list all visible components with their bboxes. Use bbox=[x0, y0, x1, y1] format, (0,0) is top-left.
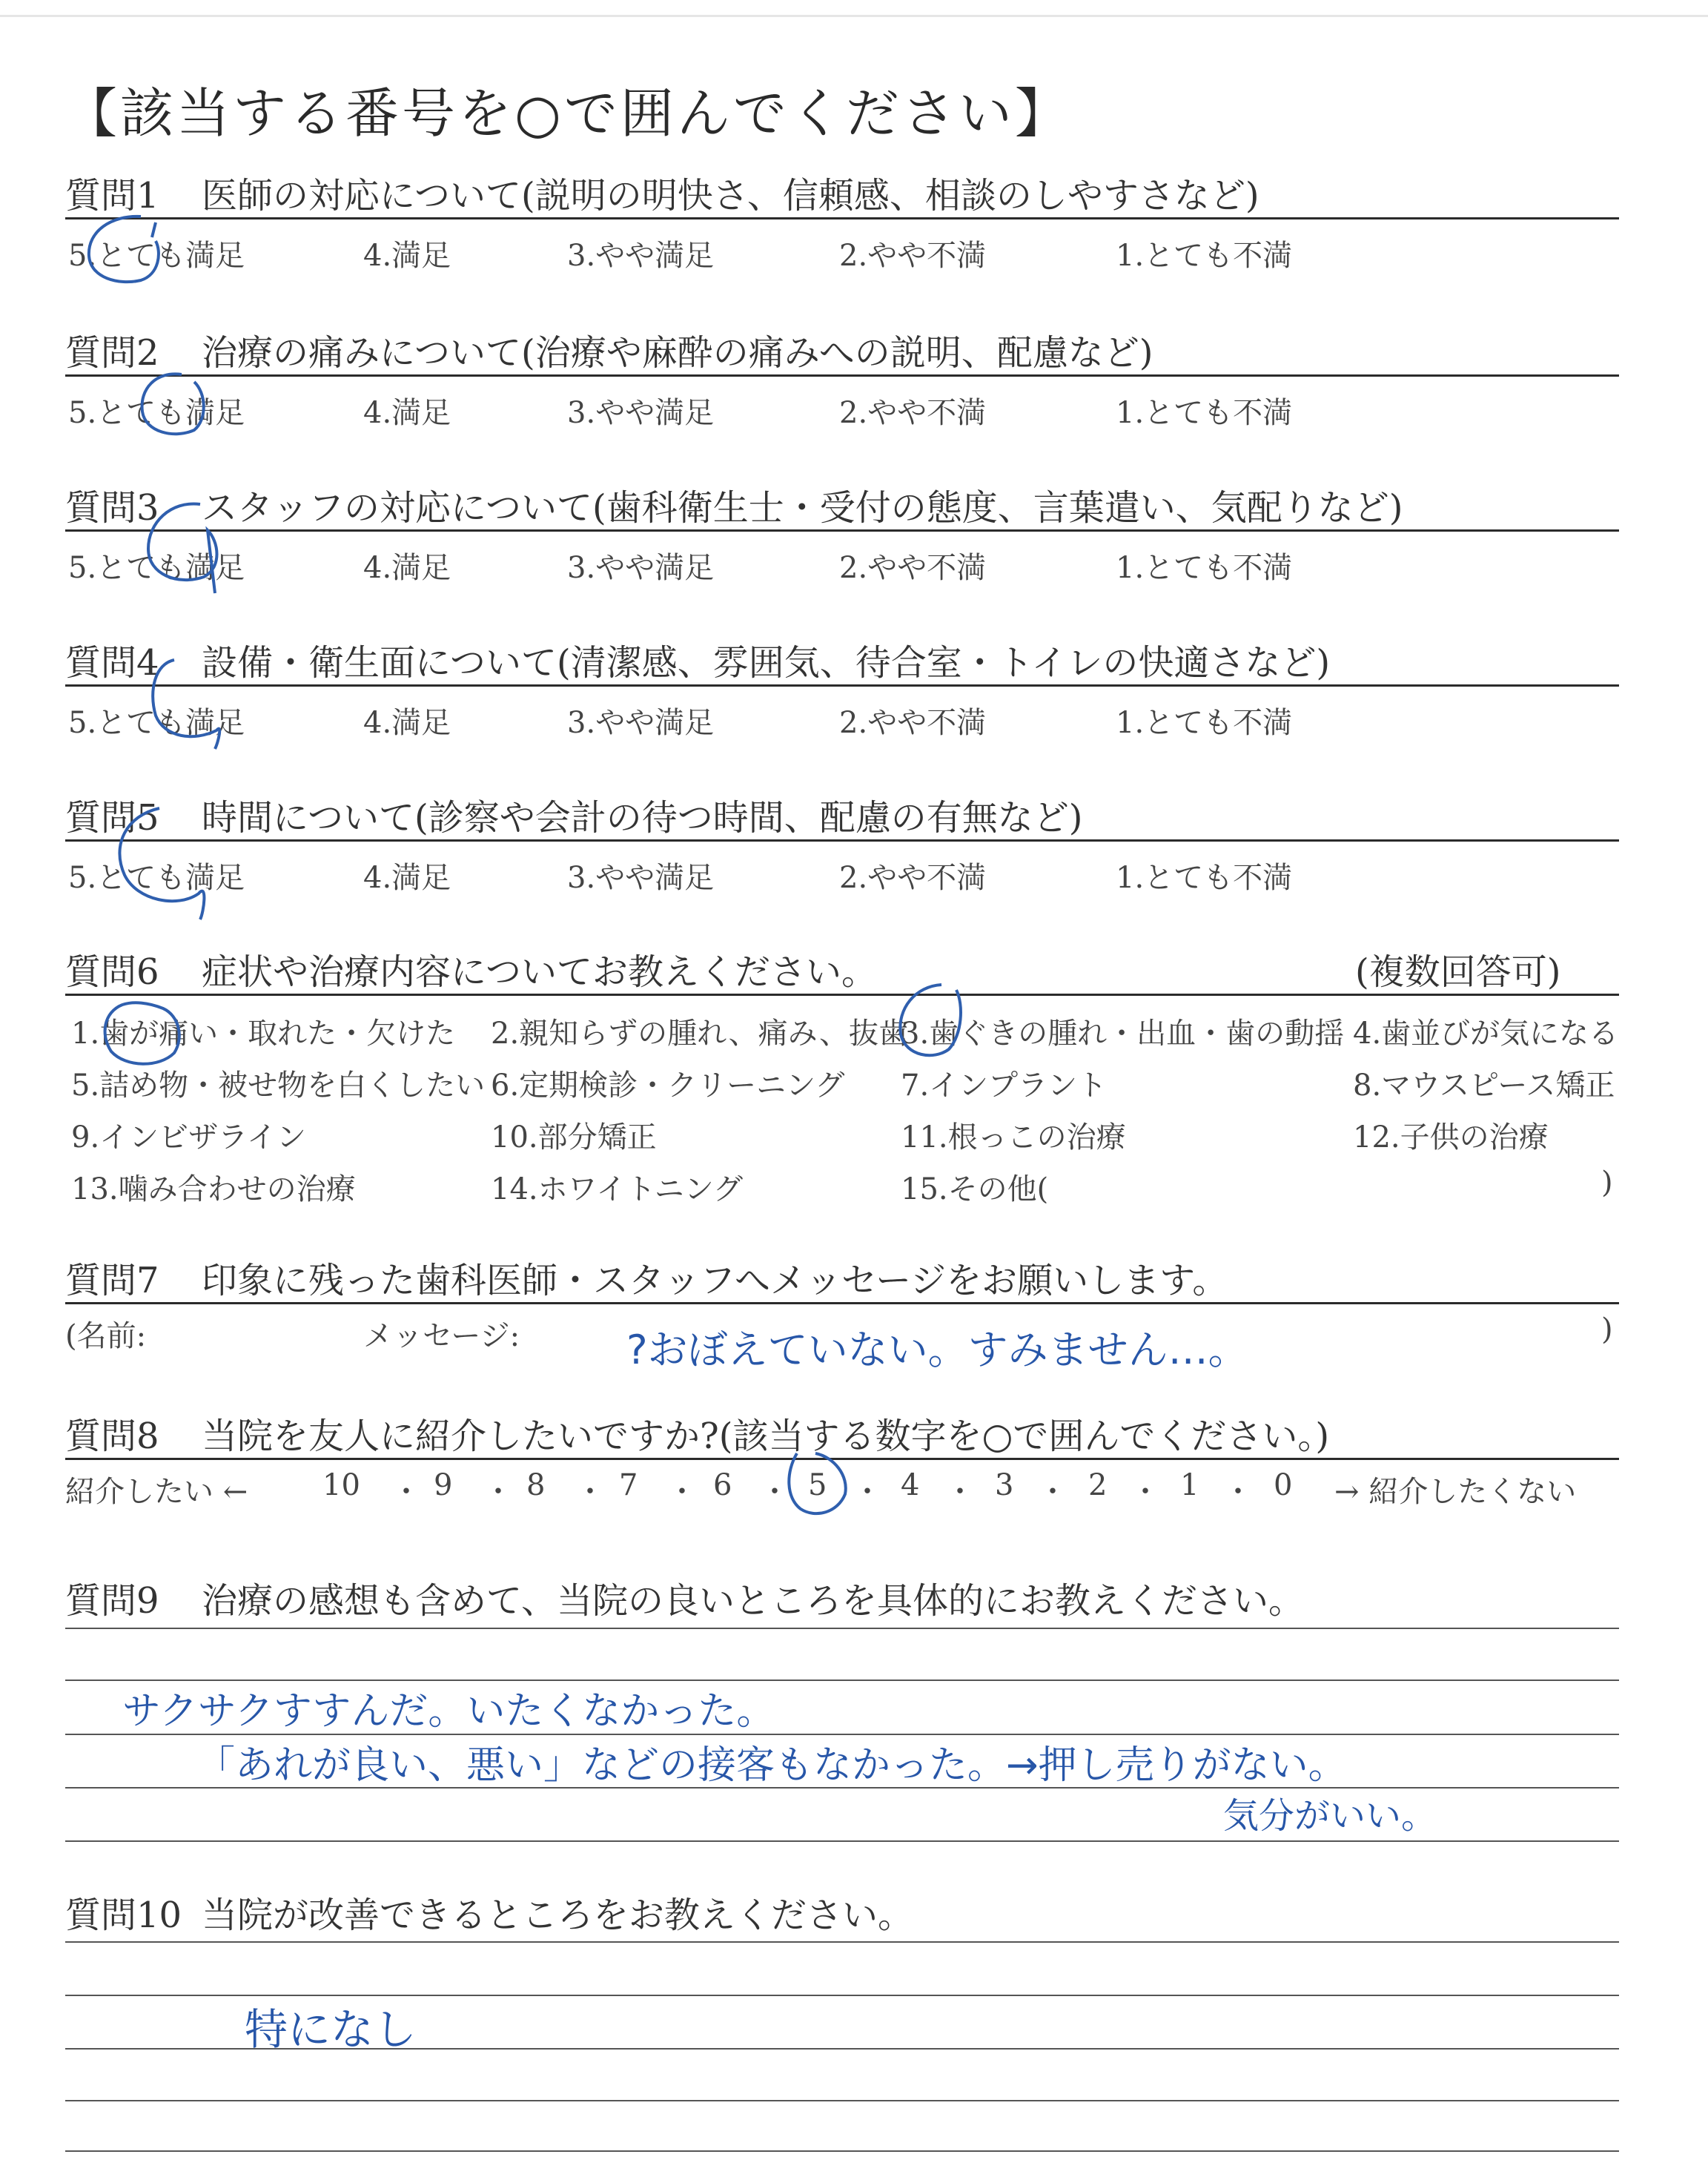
q10-label: 質問10 bbox=[65, 1895, 182, 1936]
q4-opt-2[interactable]: 2.やや不満 bbox=[839, 706, 987, 740]
q8-score-6[interactable]: 6 bbox=[713, 1468, 732, 1502]
q5-label: 質問5 bbox=[65, 797, 159, 839]
q4-opt-5[interactable]: 5.とても満足 bbox=[68, 706, 245, 740]
q6-opt-1[interactable]: 1.歯が痛い・取れた・欠けた bbox=[71, 1017, 456, 1051]
q1-opt-5[interactable]: 5.とても満足 bbox=[68, 239, 245, 273]
q6-opt-9[interactable]: 9.インビザライン bbox=[71, 1120, 306, 1155]
q4-opt-1[interactable]: 1.とても不満 bbox=[1116, 706, 1293, 740]
q10-line-5 bbox=[65, 2150, 1619, 2152]
q9-answer-line-2: 「あれが良い、悪い」などの接客もなかった。→押し売りがない。 bbox=[196, 1743, 1347, 1788]
q8-score-9[interactable]: 9 bbox=[434, 1468, 453, 1502]
q8-score-3[interactable]: 3 bbox=[995, 1468, 1014, 1502]
q8-dot-8: ・ bbox=[1038, 1475, 1068, 1509]
q8-dot-2: ・ bbox=[483, 1475, 513, 1509]
q8-dot-3: ・ bbox=[575, 1475, 605, 1509]
q6-opt-11[interactable]: 11.根っこの治療 bbox=[901, 1120, 1126, 1155]
q2-rule bbox=[65, 374, 1619, 377]
q1-opt-1[interactable]: 1.とても不満 bbox=[1116, 239, 1293, 273]
q4-rule bbox=[65, 684, 1619, 687]
q6-opt-14[interactable]: 14.ホワイトニング bbox=[491, 1172, 744, 1206]
q4-text: 設備・衛生面について(清潔感、雰囲気、待合室・トイレの快適さなど) bbox=[202, 642, 1331, 684]
q8-dot-5: ・ bbox=[760, 1475, 790, 1509]
q6-opt-7[interactable]: 7.インプラント bbox=[901, 1069, 1108, 1103]
q6-label: 質問6 bbox=[65, 951, 159, 993]
q6-opt-2[interactable]: 2.親知らずの腫れ、痛み、抜歯 bbox=[491, 1017, 908, 1051]
q8-score-4[interactable]: 4 bbox=[901, 1468, 920, 1502]
q6-opt-3[interactable]: 3.歯ぐきの腫れ・出血・歯の動揺 bbox=[901, 1017, 1345, 1051]
q8-score-7[interactable]: 7 bbox=[619, 1468, 638, 1502]
q6-opt-6[interactable]: 6.定期検診・クリーニング bbox=[491, 1069, 845, 1103]
q8-dot-10: ・ bbox=[1223, 1475, 1253, 1509]
q7-rule bbox=[65, 1302, 1619, 1304]
q1-opt-3[interactable]: 3.やや満足 bbox=[567, 239, 715, 273]
q1-rule bbox=[65, 217, 1619, 219]
q5-rule bbox=[65, 839, 1619, 842]
q5-opt-1[interactable]: 1.とても不満 bbox=[1116, 861, 1293, 895]
q2-opt-5[interactable]: 5.とても満足 bbox=[68, 396, 245, 430]
q1-opt-4[interactable]: 4.満足 bbox=[363, 239, 451, 273]
q6-opt-8[interactable]: 8.マウスピース矯正 bbox=[1353, 1069, 1615, 1103]
q10-line-4 bbox=[65, 2100, 1619, 2101]
q2-text: 治療の痛みについて(治療や麻酔の痛みへの説明、配慮など) bbox=[202, 332, 1153, 374]
q1-text: 医師の対応について(説明の明快さ、信頼感、相談のしやすさなど) bbox=[202, 175, 1260, 217]
q3-opt-3[interactable]: 3.やや満足 bbox=[567, 551, 715, 585]
q3-rule bbox=[65, 529, 1619, 532]
q1-label: 質問1 bbox=[65, 175, 159, 217]
q5-opt-3[interactable]: 3.やや満足 bbox=[567, 861, 715, 895]
page-title: 【該当する番号を○で囲んでください】 bbox=[64, 82, 1071, 145]
q3-label: 質問3 bbox=[65, 487, 159, 529]
q8-score-5[interactable]: 5 bbox=[808, 1468, 827, 1502]
q9-answer-line-1: サクサクすすんだ。いたくなかった。 bbox=[122, 1689, 775, 1734]
q8-right-label: → 紹介したくない bbox=[1334, 1475, 1577, 1509]
q8-score-1[interactable]: 1 bbox=[1180, 1468, 1199, 1502]
q8-score-2[interactable]: 2 bbox=[1088, 1468, 1108, 1502]
q8-left-label: 紹介したい ← bbox=[65, 1475, 248, 1509]
q8-dot-1: ・ bbox=[391, 1475, 421, 1509]
q6-text: 症状や治療内容についてお教えください。 bbox=[202, 951, 878, 993]
q10-line-1 bbox=[65, 1941, 1619, 1943]
q8-rule bbox=[65, 1458, 1619, 1460]
q4-label: 質問4 bbox=[65, 642, 159, 684]
q8-label: 質問8 bbox=[65, 1416, 159, 1457]
q2-opt-4[interactable]: 4.満足 bbox=[363, 396, 451, 430]
q7-message-label: メッセージ: bbox=[363, 1319, 520, 1353]
q8-dot-6: ・ bbox=[853, 1475, 882, 1509]
q5-text: 時間について(診察や会計の待つ時間、配慮の有無など) bbox=[202, 797, 1083, 839]
scan-edge bbox=[0, 15, 1708, 17]
q2-label: 質問2 bbox=[65, 332, 159, 374]
q3-opt-2[interactable]: 2.やや不満 bbox=[839, 551, 987, 585]
q9-line-1 bbox=[65, 1628, 1619, 1629]
q8-text: 当院を友人に紹介したいですか?(該当する数字を○で囲んでください。) bbox=[202, 1416, 1330, 1457]
q9-label: 質問9 bbox=[65, 1580, 159, 1622]
q6-opt-10[interactable]: 10.部分矯正 bbox=[491, 1120, 657, 1155]
q3-text: スタッフの対応について(歯科衛生士・受付の態度、言葉遣い、気配りなど) bbox=[202, 487, 1403, 529]
q9-answer-line-3: 気分がいい。 bbox=[1223, 1795, 1437, 1837]
q3-opt-5[interactable]: 5.とても満足 bbox=[68, 551, 245, 585]
q8-dot-9: ・ bbox=[1131, 1475, 1160, 1509]
q5-opt-2[interactable]: 2.やや不満 bbox=[839, 861, 987, 895]
q8-score-0[interactable]: 0 bbox=[1274, 1468, 1293, 1502]
q10-text: 当院が改善できるところをお教えください。 bbox=[202, 1895, 914, 1936]
q8-dot-4: ・ bbox=[667, 1475, 697, 1509]
q4-opt-4[interactable]: 4.満足 bbox=[363, 706, 451, 740]
q7-label: 質問7 bbox=[65, 1260, 159, 1301]
q8-score-8[interactable]: 8 bbox=[526, 1468, 546, 1502]
q6-rule bbox=[65, 994, 1619, 996]
q2-opt-2[interactable]: 2.やや不満 bbox=[839, 396, 987, 430]
q5-opt-4[interactable]: 4.満足 bbox=[363, 861, 451, 895]
q4-opt-3[interactable]: 3.やや満足 bbox=[567, 706, 715, 740]
q8-score-10[interactable]: 10 bbox=[322, 1468, 360, 1502]
q7-text: 印象に残った歯科医師・スタッフへメッセージをお願いします。 bbox=[202, 1260, 1228, 1301]
q6-note: (複数回答可) bbox=[1355, 951, 1561, 993]
q6-opt-15-close: ) bbox=[1601, 1166, 1613, 1200]
q3-opt-4[interactable]: 4.満足 bbox=[363, 551, 451, 585]
q7-handwritten-answer: ?おぼえていない。すみません…。 bbox=[626, 1327, 1248, 1373]
q6-opt-15[interactable]: 15.その他( bbox=[901, 1172, 1049, 1206]
q2-opt-1[interactable]: 1.とても不満 bbox=[1116, 396, 1293, 430]
q6-opt-13[interactable]: 13.噛み合わせの治療 bbox=[71, 1172, 356, 1206]
q5-opt-5[interactable]: 5.とても満足 bbox=[68, 861, 245, 895]
q9-line-5 bbox=[65, 1840, 1619, 1842]
q7-name-label: (名前: bbox=[65, 1319, 147, 1353]
q7-close: ) bbox=[1601, 1312, 1613, 1347]
q8-dot-7: ・ bbox=[945, 1475, 975, 1509]
q2-opt-3[interactable]: 3.やや満足 bbox=[567, 396, 715, 430]
q3-opt-1[interactable]: 1.とても不満 bbox=[1116, 551, 1293, 585]
q10-handwritten-answer: 特になし bbox=[245, 2004, 417, 2055]
q6-opt-4[interactable]: 4.歯並びが気になる bbox=[1353, 1017, 1619, 1051]
q1-opt-2[interactable]: 2.やや不満 bbox=[839, 239, 987, 273]
q6-opt-12[interactable]: 12.子供の治療 bbox=[1353, 1120, 1549, 1155]
q6-opt-5[interactable]: 5.詰め物・被せ物を白くしたい bbox=[71, 1069, 486, 1103]
q9-text: 治療の感想も含めて、当院の良いところを具体的にお教えください。 bbox=[202, 1580, 1305, 1622]
